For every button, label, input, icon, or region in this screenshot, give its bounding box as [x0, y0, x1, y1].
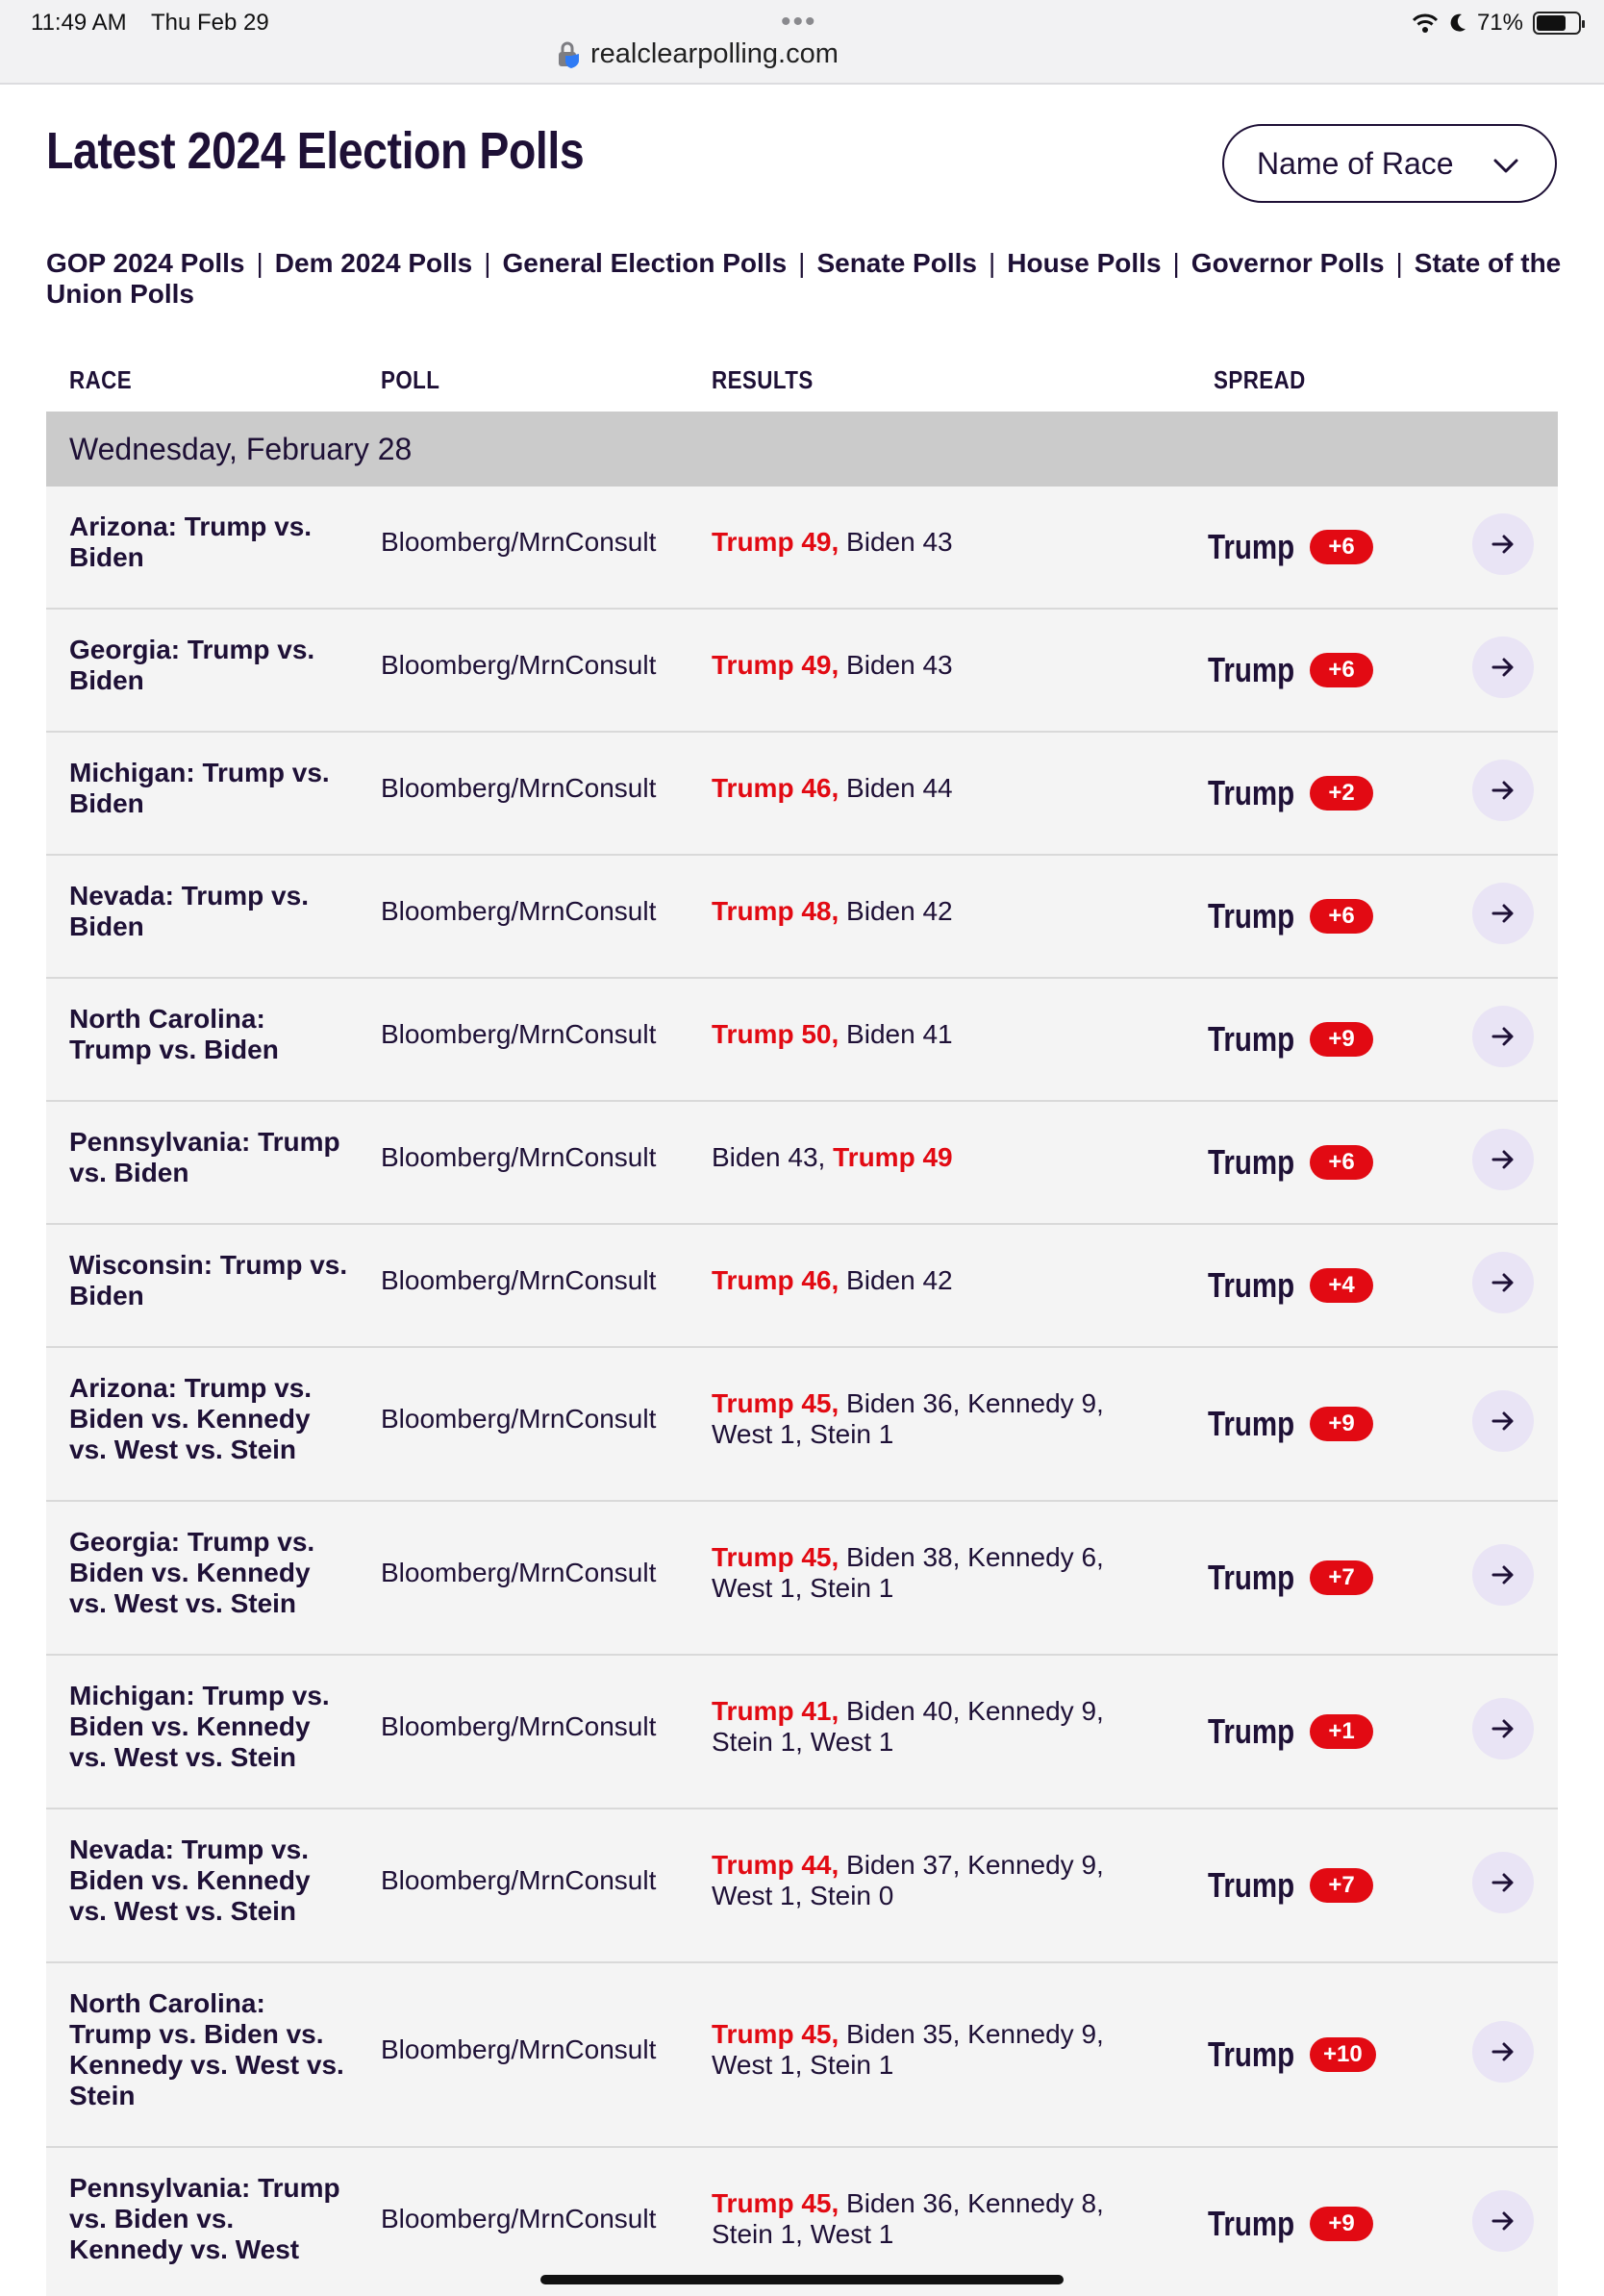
spread-leader: Trump — [1208, 527, 1295, 566]
table-row[interactable] — [46, 1656, 1558, 1809]
open-poll-button[interactable] — [1472, 1006, 1534, 1067]
spread-badge: +6 — [1310, 653, 1373, 687]
race-name[interactable]: Pennsylvania: Trump vs. Biden vs. Kennedy vs. West — [69, 2173, 340, 2264]
leading-candidate-result: Trump 49, — [712, 650, 840, 680]
table-row[interactable] — [46, 979, 1558, 1102]
open-poll-button[interactable] — [1472, 1129, 1534, 1190]
table-row[interactable] — [46, 1963, 1558, 2148]
arrow-right-icon — [1489, 1145, 1517, 1174]
spread-leader: Trump — [1208, 773, 1295, 812]
url-text: realclearpolling.com — [590, 38, 839, 69]
leading-candidate-result: Trump 45, — [712, 1542, 840, 1572]
spread-leader: Trump — [1208, 2204, 1295, 2243]
poll-category-nav — [46, 248, 1566, 310]
arrow-right-icon — [1489, 1560, 1517, 1589]
poll-results — [712, 1019, 1135, 1050]
home-indicator — [540, 2275, 1064, 2284]
open-poll-button[interactable] — [1472, 1852, 1534, 1913]
arrow-right-icon — [1489, 1714, 1517, 1743]
table-row[interactable] — [46, 733, 1558, 856]
arrow-right-icon — [1489, 1022, 1517, 1051]
date-group-header: Wednesday, February 28 — [46, 412, 1558, 487]
spread-badge: +2 — [1310, 776, 1373, 811]
url-bar[interactable] — [556, 38, 839, 70]
table-row[interactable] — [46, 856, 1558, 979]
race-name[interactable]: Pennsylvania: Trump vs. Biden — [69, 1127, 340, 1187]
spread-leader: Trump — [1208, 1711, 1295, 1751]
poll-name[interactable]: Bloomberg/MrnConsult — [381, 650, 657, 680]
other-candidate-results: Biden 43 — [839, 650, 953, 680]
other-candidate-results: Biden 42 — [839, 896, 953, 926]
other-candidate-results: Biden 41 — [839, 1019, 953, 1049]
nav-separator: | — [988, 248, 996, 278]
arrow-right-icon — [1489, 530, 1517, 559]
poll-name[interactable]: Bloomberg/MrnConsult — [381, 2034, 657, 2064]
table-row[interactable] — [46, 1502, 1558, 1656]
leading-candidate-result: Trump 49 — [833, 1142, 953, 1172]
leading-candidate-result: Trump 46, — [712, 1265, 840, 1295]
table-row[interactable] — [46, 1348, 1558, 1502]
leading-candidate-result: Trump 44, — [712, 1850, 840, 1880]
spread — [1208, 1865, 1373, 1906]
wifi-icon — [1412, 12, 1439, 34]
poll-name[interactable]: Bloomberg/MrnConsult — [381, 1711, 657, 1741]
poll-name[interactable]: Bloomberg/MrnConsult — [381, 2204, 657, 2234]
race-name[interactable]: Wisconsin: Trump vs. Biden — [69, 1250, 348, 1310]
spread-badge: +7 — [1310, 1560, 1373, 1595]
race-name[interactable]: Nevada: Trump vs. Biden vs. Kennedy vs. West vs. Stein — [69, 1834, 311, 1926]
poll-results — [712, 1142, 1135, 1173]
spread-leader: Trump — [1208, 1265, 1295, 1305]
open-poll-button[interactable] — [1472, 1544, 1534, 1606]
race-name[interactable]: Nevada: Trump vs. Biden — [69, 881, 309, 941]
poll-name[interactable]: Bloomberg/MrnConsult — [381, 896, 657, 926]
spread — [1208, 1711, 1373, 1752]
status-date: Thu Feb 29 — [151, 10, 269, 36]
leading-candidate-result: Trump 49, — [712, 527, 840, 557]
arrow-right-icon — [1489, 899, 1517, 928]
poll-results — [712, 773, 1135, 804]
arrow-right-icon — [1489, 1868, 1517, 1897]
other-candidate-results: Biden 36, Kennedy 8, Stein 1, West 1 — [712, 2188, 1104, 2249]
spread-badge: +9 — [1310, 1022, 1373, 1057]
more-dots-icon[interactable]: ••• — [781, 6, 817, 37]
open-poll-button[interactable] — [1472, 1252, 1534, 1313]
arrow-right-icon — [1489, 2207, 1517, 2235]
other-candidate-results: Biden 44 — [839, 773, 953, 803]
spread-badge: +9 — [1310, 2207, 1373, 2241]
arrow-right-icon — [1489, 776, 1517, 805]
spread-leader: Trump — [1208, 2034, 1295, 2074]
spread-leader: Trump — [1208, 1558, 1295, 1597]
poll-results — [712, 1542, 1135, 1604]
race-name[interactable]: North Carolina: Trump vs. Biden vs. Kennedy vs. West vs. Stein — [69, 1988, 344, 2110]
column-results: RESULTS — [712, 365, 814, 394]
nav-separator: | — [798, 248, 806, 278]
other-candidate-results: Biden 40, Kennedy 9, Stein 1, West 1 — [712, 1696, 1104, 1757]
nav-link[interactable]: Senate Polls — [816, 248, 977, 278]
nav-link[interactable]: Dem 2024 Polls — [274, 248, 473, 278]
poll-name[interactable]: Bloomberg/MrnConsult — [381, 1142, 657, 1172]
arrow-right-icon — [1489, 2037, 1517, 2066]
race-name[interactable]: Michigan: Trump vs. Biden vs. Kennedy vs. West vs. Stein — [69, 1681, 330, 1772]
page-title: Latest 2024 Election Polls — [46, 122, 585, 180]
table-row[interactable] — [46, 1225, 1558, 1348]
poll-results — [712, 2019, 1135, 2081]
poll-name[interactable]: Bloomberg/MrnConsult — [381, 1865, 657, 1895]
leading-candidate-result: Trump 46, — [712, 773, 840, 803]
other-candidate-results: Biden 43, — [712, 1142, 834, 1172]
arrow-right-icon — [1489, 653, 1517, 682]
spread-badge: +9 — [1310, 1407, 1373, 1441]
moon-icon — [1448, 12, 1467, 34]
spread — [1208, 1265, 1373, 1306]
table-header — [46, 358, 1558, 412]
lock-icon — [556, 39, 583, 70]
spread-leader: Trump — [1208, 1404, 1295, 1443]
race-name[interactable]: Georgia: Trump vs. Biden vs. Kennedy vs. West vs. Stein — [69, 1527, 315, 1618]
leading-candidate-result: Trump 45, — [712, 1388, 840, 1418]
open-poll-button[interactable] — [1472, 513, 1534, 575]
spread — [1208, 527, 1373, 567]
other-candidate-results: Biden 36, Kennedy 9, West 1, Stein 1 — [712, 1388, 1104, 1449]
spread-badge: +6 — [1310, 899, 1373, 934]
race-select-dropdown[interactable] — [1222, 124, 1557, 203]
spread-badge: +6 — [1310, 530, 1373, 564]
spread-leader: Trump — [1208, 1865, 1295, 1905]
race-name[interactable]: Michigan: Trump vs. Biden — [69, 758, 330, 818]
spread — [1208, 773, 1373, 813]
nav-link[interactable]: General Election Polls — [502, 248, 788, 278]
battery-fill — [1537, 15, 1566, 31]
race-select-label: Name of Race — [1257, 145, 1454, 181]
open-poll-button[interactable] — [1472, 2190, 1534, 2252]
leading-candidate-result: Trump 50, — [712, 1019, 840, 1049]
column-race: RACE — [69, 365, 133, 394]
open-poll-button[interactable] — [1472, 636, 1534, 698]
nav-link[interactable]: GOP 2024 Polls — [46, 248, 245, 278]
spread — [1208, 1558, 1373, 1598]
spread — [1208, 2204, 1373, 2244]
open-poll-button[interactable] — [1472, 1390, 1534, 1452]
spread-badge: +6 — [1310, 1145, 1373, 1180]
other-candidate-results: Biden 35, Kennedy 9, West 1, Stein 1 — [712, 2019, 1104, 2080]
poll-name[interactable]: Bloomberg/MrnConsult — [381, 1265, 657, 1295]
poll-results — [712, 1850, 1135, 1911]
poll-results — [712, 2188, 1135, 2250]
spread — [1208, 1142, 1373, 1183]
spread-leader: Trump — [1208, 650, 1295, 689]
column-poll: POLL — [381, 365, 440, 394]
poll-name[interactable]: Bloomberg/MrnConsult — [381, 1019, 657, 1049]
other-candidate-results: Biden 37, Kennedy 9, West 1, Stein 0 — [712, 1850, 1104, 1910]
race-name[interactable]: North Carolina: Trump vs. Biden — [69, 1004, 279, 1064]
status-time: 11:49 AM — [31, 10, 127, 36]
poll-name[interactable]: Bloomberg/MrnConsult — [381, 527, 657, 557]
spread-badge: +7 — [1310, 1868, 1373, 1903]
chevron-down-icon — [1491, 151, 1520, 180]
spread-badge: +10 — [1310, 2037, 1376, 2072]
leading-candidate-result: Trump 45, — [712, 2019, 840, 2049]
arrow-right-icon — [1489, 1268, 1517, 1297]
poll-name[interactable]: Bloomberg/MrnConsult — [381, 1404, 657, 1434]
table-row[interactable] — [46, 1809, 1558, 1963]
open-poll-button[interactable] — [1472, 2021, 1534, 2083]
nav-separator: | — [1395, 248, 1403, 278]
nav-separator: | — [484, 248, 491, 278]
poll-results — [712, 1696, 1135, 1758]
poll-table-body — [46, 487, 1558, 2296]
poll-results — [712, 1388, 1135, 1450]
table-row[interactable] — [46, 487, 1558, 610]
battery-percent: 71% — [1476, 10, 1523, 36]
table-row[interactable] — [46, 1102, 1558, 1225]
other-candidate-results: Biden 43 — [839, 527, 953, 557]
nav-separator: | — [1172, 248, 1180, 278]
column-spread: SPREAD — [1214, 365, 1306, 394]
poll-results — [712, 650, 1135, 681]
other-candidate-results: Biden 38, Kennedy 6, West 1, Stein 1 — [712, 1542, 1104, 1603]
spread-badge: +4 — [1310, 1268, 1373, 1303]
browser-top-bar — [0, 0, 1604, 85]
leading-candidate-result: Trump 45, — [712, 2188, 840, 2218]
leading-candidate-result: Trump 41, — [712, 1696, 840, 1726]
poll-results — [712, 527, 1135, 558]
status-right — [1412, 10, 1581, 37]
poll-results — [712, 1265, 1135, 1296]
nav-separator: | — [256, 248, 263, 278]
race-name[interactable]: Georgia: Trump vs. Biden — [69, 635, 315, 695]
nav-link[interactable]: Governor Polls — [1190, 248, 1385, 278]
nav-link[interactable]: State of the Union Polls — [46, 248, 1562, 309]
spread — [1208, 2034, 1376, 2075]
race-name[interactable]: Arizona: Trump vs. Biden — [69, 512, 313, 572]
poll-results — [712, 896, 1135, 927]
spread-badge: +1 — [1310, 1714, 1373, 1749]
poll-name[interactable]: Bloomberg/MrnConsult — [381, 1558, 657, 1587]
poll-name[interactable]: Bloomberg/MrnConsult — [381, 773, 657, 803]
open-poll-button[interactable] — [1472, 1698, 1534, 1759]
open-poll-button[interactable] — [1472, 883, 1534, 944]
other-candidate-results: Biden 42 — [839, 1265, 953, 1295]
spread — [1208, 650, 1373, 690]
open-poll-button[interactable] — [1472, 760, 1534, 821]
arrow-right-icon — [1489, 1407, 1517, 1435]
spread-leader: Trump — [1208, 1019, 1295, 1059]
race-name[interactable]: Arizona: Trump vs. Biden vs. Kennedy vs. West vs. Stein — [69, 1373, 313, 1464]
battery-icon — [1533, 12, 1581, 35]
table-row[interactable] — [46, 610, 1558, 733]
leading-candidate-result: Trump 48, — [712, 896, 840, 926]
spread — [1208, 1019, 1373, 1060]
spread — [1208, 1404, 1373, 1444]
spread — [1208, 896, 1373, 936]
spread-leader: Trump — [1208, 1142, 1295, 1182]
table-row[interactable] — [46, 2148, 1558, 2296]
spread-leader: Trump — [1208, 896, 1295, 936]
nav-link[interactable]: House Polls — [1007, 248, 1162, 278]
